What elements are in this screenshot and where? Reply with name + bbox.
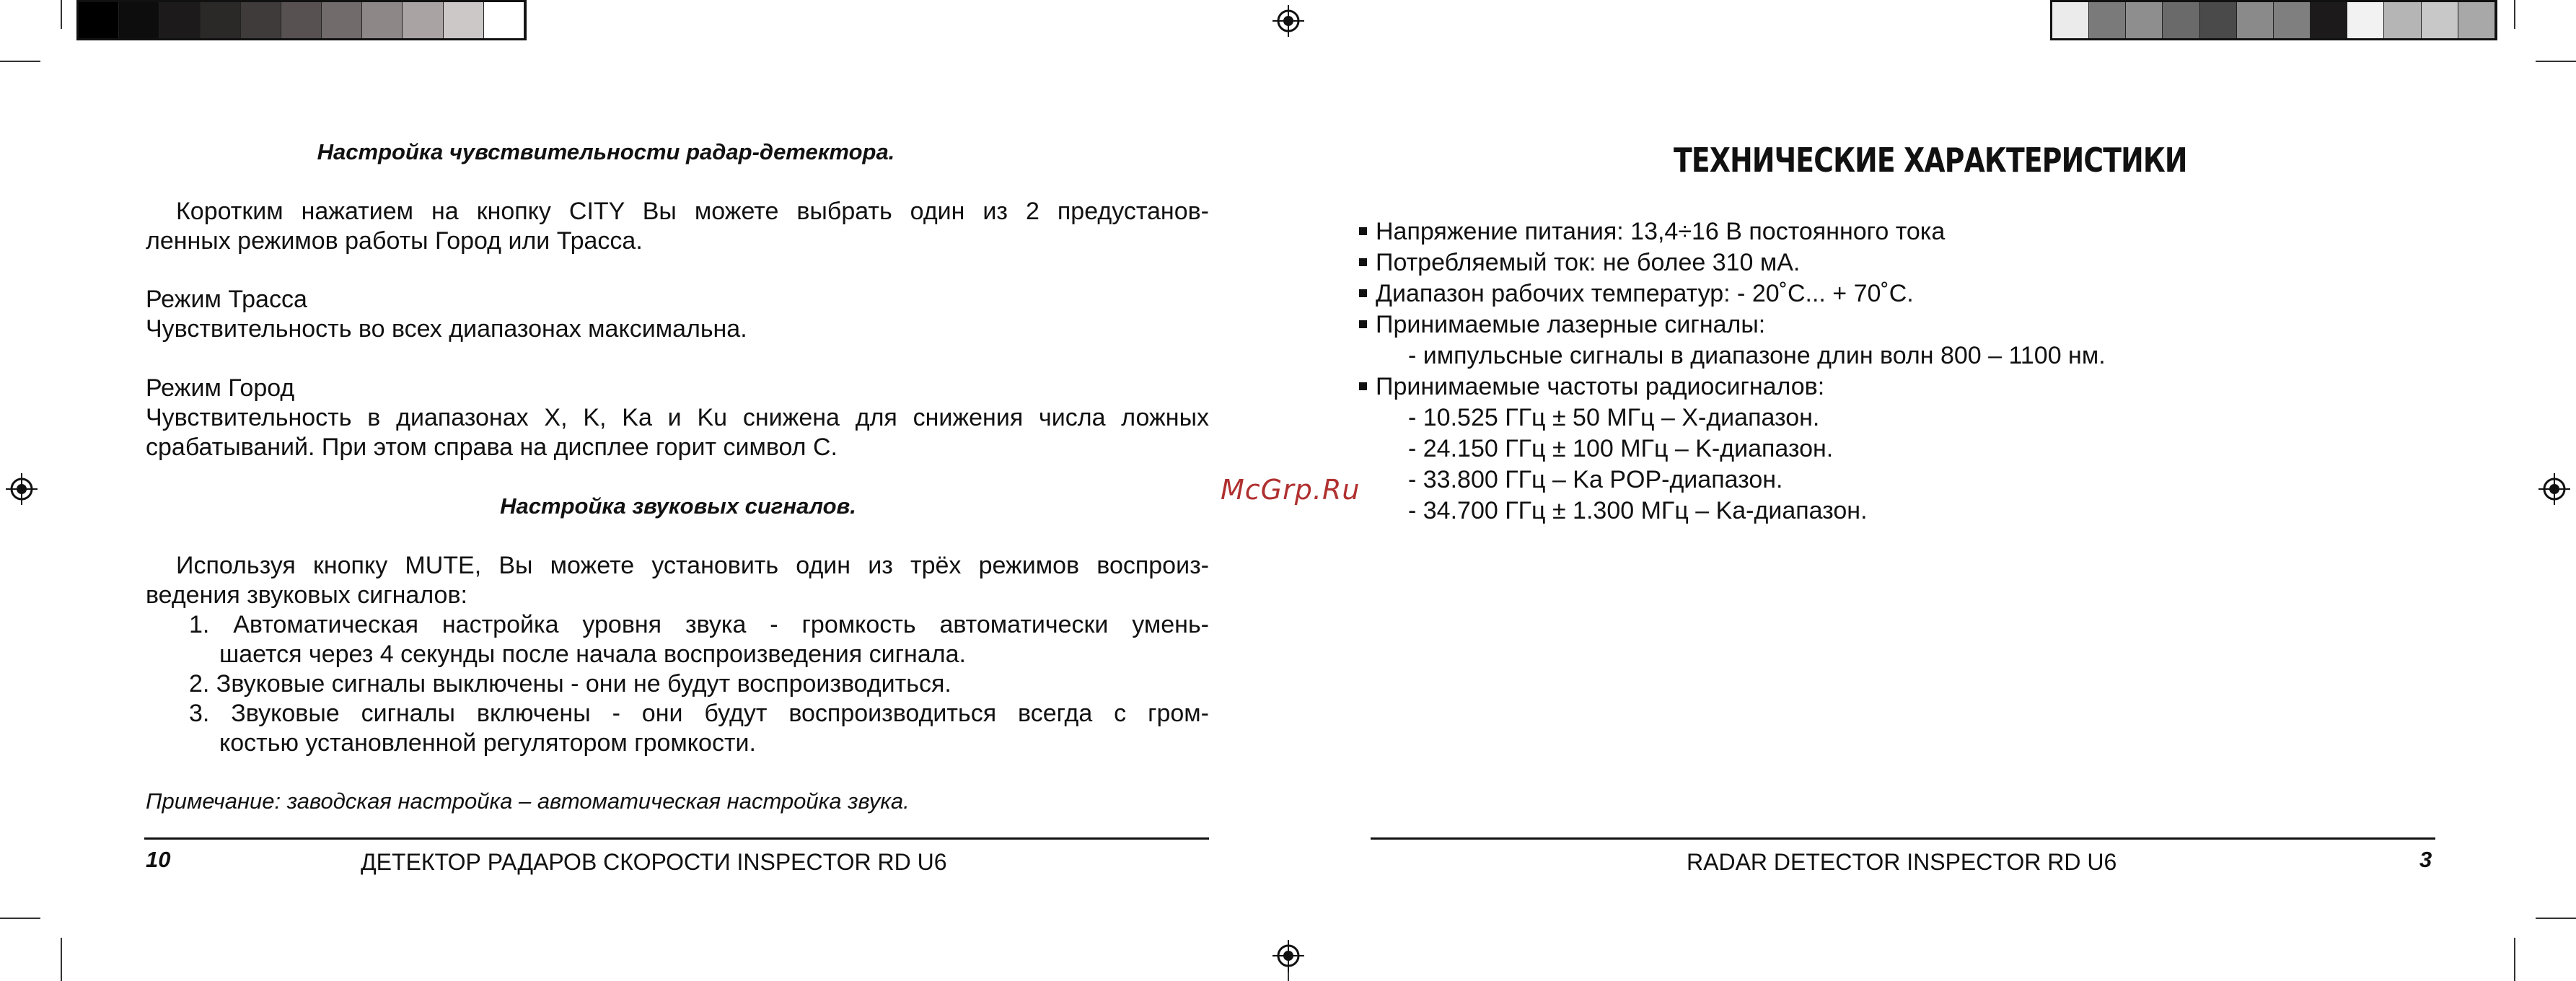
factory-setting-note: Примечание: заводская настройка – автоматическая настройка звука. xyxy=(146,788,910,814)
text-line: Используя кнопку MUTE, Вы можете установить один из трёх режимов воспроиз- xyxy=(176,552,1209,579)
text-line: ленных режимов работы Город или Трасса. xyxy=(146,227,643,255)
color-swatch xyxy=(119,2,159,38)
text-line: Коротким нажатием на кнопку CITY Вы можете выбрать один из 2 предустанов- xyxy=(176,198,1209,225)
color-swatch xyxy=(444,2,484,38)
section-heading-sound: Настройка звуковых сигналов. xyxy=(500,493,856,519)
color-swatch xyxy=(2052,2,2089,38)
page-title: ТЕХНИЧЕСКИЕ ХАРАКТЕРИСТИКИ xyxy=(1674,141,2187,180)
color-swatch xyxy=(2311,2,2347,38)
color-swatch xyxy=(2163,2,2199,38)
color-swatch xyxy=(2274,2,2311,38)
crop-mark xyxy=(2514,0,2515,29)
bullet-icon xyxy=(1359,289,1367,297)
bullet-icon xyxy=(1359,382,1367,390)
crop-mark xyxy=(0,61,40,62)
registration-mark-icon xyxy=(2538,473,2570,505)
crop-mark xyxy=(0,918,40,919)
footer-title-right: RADAR DETECTOR INSPECTOR RD U6 xyxy=(1687,849,2117,875)
text-line: срабатываний. При этом справа на дисплее горит символ С. xyxy=(146,434,838,461)
crop-mark xyxy=(2536,918,2576,919)
spec-item: Диапазон рабочих температур: - 20˚С... + 70˚С. xyxy=(1359,278,1914,309)
bullet-icon xyxy=(1359,320,1367,328)
spec-item: Потребляемый ток: не более 310 мА. xyxy=(1359,247,1800,278)
registration-mark-icon xyxy=(1272,940,1304,972)
color-swatch xyxy=(2200,2,2237,38)
footer-rule-left xyxy=(144,837,1209,840)
color-swatch xyxy=(159,2,200,38)
spec-item: Принимаемые лазерные сигналы: xyxy=(1359,309,1765,340)
spec-subitem: - импульсные сигналы в диапазоне длин волн 800 – 1100 нм. xyxy=(1408,342,2106,369)
color-swatch xyxy=(362,2,403,38)
color-swatch xyxy=(2458,2,2495,38)
radio-band-item: - 34.700 ГГц ± 1.300 МГц – Ka-диапазон. xyxy=(1408,497,1868,524)
radio-band-item: - 33.800 ГГц – Ka POP-диапазон. xyxy=(1408,466,1783,493)
paragraph-mute-button xyxy=(146,551,1209,610)
bullet-icon xyxy=(1359,258,1367,266)
spec-item: Напряжение питания: 13,4÷16 В постоянного тока xyxy=(1359,216,1945,247)
radio-band-item: - 24.150 ГГц ± 100 МГц – K-диапазон. xyxy=(1408,435,1834,462)
color-swatch xyxy=(2126,2,2163,38)
color-swatch xyxy=(2422,2,2458,38)
spec-item: Принимаемые частоты радиосигналов: xyxy=(1359,371,1824,402)
list-item: 3. Звуковые сигналы включены - они будут воспроизводиться всегда с гром- xyxy=(189,700,1209,727)
mode-highway-title: Режим Трасса xyxy=(146,286,307,313)
list-item: 1. Автоматическая настройка уровня звука - громкость автоматически умень- xyxy=(189,611,1209,638)
sound-mode-list xyxy=(189,610,1209,758)
text-line: ведения звуковых сигналов: xyxy=(146,581,467,609)
color-swatch xyxy=(484,2,524,38)
mode-city-title: Режим Город xyxy=(146,374,295,402)
page-number-right: 3 xyxy=(2419,847,2432,872)
page-number-left: 10 xyxy=(146,847,171,872)
crop-mark xyxy=(61,938,62,981)
color-swatch xyxy=(403,2,443,38)
list-item-continuation: костью установленной регулятором громкости. xyxy=(219,729,756,757)
crop-mark xyxy=(2514,938,2515,981)
color-swatch xyxy=(241,2,281,38)
watermark: McGrp.Ru xyxy=(1221,474,1360,506)
color-calibration-bar-left xyxy=(76,0,527,40)
paragraph-mode-city xyxy=(146,403,1209,462)
crop-mark xyxy=(2536,61,2576,62)
radio-band-item: - 10.525 ГГц ± 50 МГц – X-диапазон. xyxy=(1408,404,1820,431)
registration-mark-icon xyxy=(1272,5,1304,37)
color-swatch xyxy=(2347,2,2384,38)
mode-highway-text: Чувствительность во всех диапазонах максимальна. xyxy=(146,315,747,343)
registration-mark-icon xyxy=(6,473,38,505)
section-heading-sensitivity: Настройка чувствительности радар-детектора. xyxy=(317,139,895,164)
color-swatch xyxy=(322,2,362,38)
list-item-continuation: шается через 4 секунды после начала воспроизведения сигнала. xyxy=(219,641,966,668)
color-swatch xyxy=(2384,2,2421,38)
color-swatch xyxy=(201,2,241,38)
color-swatch xyxy=(281,2,322,38)
footer-title-left: ДЕТЕКТОР РАДАРОВ СКОРОСТИ INSPECTOR RD U6 xyxy=(361,849,947,875)
color-swatch xyxy=(2237,2,2274,38)
list-item: 2. Звуковые сигналы выключены - они не будут воспроизводиться. xyxy=(189,670,951,698)
crop-mark xyxy=(61,0,62,29)
paragraph-city-button xyxy=(146,197,1209,256)
color-swatch xyxy=(79,2,119,38)
bullet-icon xyxy=(1359,227,1367,235)
text-line: Чувствительность в диапазонах X, K, Ka и Ku снижена для снижения числа ложных xyxy=(146,404,1209,431)
color-swatch xyxy=(2089,2,2126,38)
footer-rule-right xyxy=(1371,837,2435,840)
color-calibration-bar-right xyxy=(2050,0,2497,40)
